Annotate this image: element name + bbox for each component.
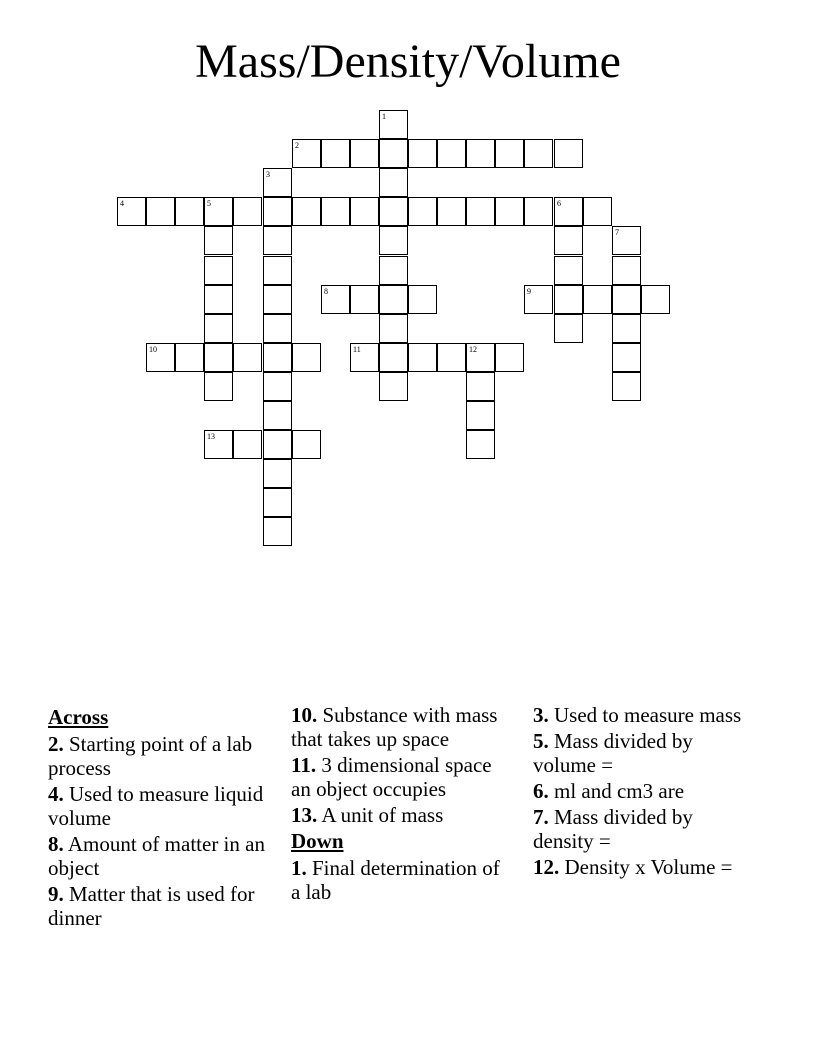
clue-text: Substance with mass that takes up space xyxy=(291,703,498,751)
grid-cell[interactable] xyxy=(554,139,583,168)
cell-number: 8 xyxy=(324,287,328,296)
cell-number: 12 xyxy=(469,345,477,354)
cell-number: 11 xyxy=(353,345,361,354)
grid-cell[interactable] xyxy=(263,401,292,430)
clue-text: Mass divided by volume = xyxy=(533,729,693,777)
clue-text: Used to measure mass xyxy=(554,703,742,727)
grid-cell[interactable] xyxy=(408,139,437,168)
grid-cell[interactable] xyxy=(379,139,408,168)
grid-cell[interactable] xyxy=(612,226,641,255)
grid-cell[interactable] xyxy=(263,372,292,401)
clue-down-1 xyxy=(291,856,513,904)
clue-across-13 xyxy=(291,803,513,827)
grid-cell[interactable] xyxy=(554,314,583,343)
clue-across-11 xyxy=(291,753,513,801)
grid-cell[interactable] xyxy=(554,256,583,285)
grid-cell[interactable] xyxy=(175,197,204,226)
grid-cell[interactable] xyxy=(292,197,321,226)
clues-column-2 xyxy=(291,703,513,906)
clue-number: 5. xyxy=(533,729,549,753)
grid-cell[interactable] xyxy=(583,285,612,314)
grid-cell[interactable] xyxy=(437,343,466,372)
grid-cell[interactable] xyxy=(146,197,175,226)
grid-cell[interactable] xyxy=(379,168,408,197)
grid-cell[interactable] xyxy=(350,343,379,372)
clue-across-2 xyxy=(48,732,270,780)
clue-number: 4. xyxy=(48,782,64,806)
puzzle-title: Mass/Density/Volume xyxy=(195,35,621,88)
grid-cell[interactable] xyxy=(524,139,553,168)
grid-cell[interactable] xyxy=(292,430,321,459)
grid-cell[interactable] xyxy=(379,110,408,139)
grid-cell[interactable] xyxy=(204,197,233,226)
grid-cell[interactable] xyxy=(524,197,553,226)
grid-cell[interactable] xyxy=(379,256,408,285)
grid-cell[interactable] xyxy=(408,285,437,314)
cell-number: 10 xyxy=(149,345,157,354)
grid-cell[interactable] xyxy=(612,314,641,343)
cell-number: 5 xyxy=(207,199,211,208)
grid-cell[interactable] xyxy=(321,285,350,314)
clue-number: 2. xyxy=(48,732,64,756)
grid-cell[interactable] xyxy=(612,285,641,314)
grid-cell[interactable] xyxy=(263,226,292,255)
grid-cell[interactable] xyxy=(379,197,408,226)
grid-cell[interactable] xyxy=(408,343,437,372)
cell-number: 1 xyxy=(382,112,386,121)
clue-across-10 xyxy=(291,703,513,751)
clue-number: 12. xyxy=(533,855,560,879)
grid-cell[interactable] xyxy=(292,343,321,372)
grid-cell[interactable] xyxy=(524,285,553,314)
grid-cell[interactable] xyxy=(263,168,292,197)
grid-cell[interactable] xyxy=(146,343,175,372)
grid-cell[interactable] xyxy=(612,343,641,372)
grid-cell[interactable] xyxy=(117,197,146,226)
grid-cell[interactable] xyxy=(263,488,292,517)
grid-cell[interactable] xyxy=(175,343,204,372)
grid-cell[interactable] xyxy=(204,430,233,459)
grid-cell[interactable] xyxy=(612,372,641,401)
grid-cell[interactable] xyxy=(263,314,292,343)
clue-text: ml and cm3 are xyxy=(554,779,685,803)
grid-cell[interactable] xyxy=(495,197,524,226)
grid-cell[interactable] xyxy=(263,343,292,372)
grid-cell[interactable] xyxy=(321,139,350,168)
grid-cell[interactable] xyxy=(379,314,408,343)
grid-cell[interactable] xyxy=(233,343,262,372)
clues-column-3 xyxy=(533,703,755,881)
grid-cell[interactable] xyxy=(263,459,292,488)
grid-cell[interactable] xyxy=(263,430,292,459)
cell-number: 7 xyxy=(615,228,619,237)
clue-number: 13. xyxy=(291,803,318,827)
grid-cell[interactable] xyxy=(204,372,233,401)
clue-text: Matter that is used for dinner xyxy=(48,882,255,930)
cell-number: 6 xyxy=(557,199,561,208)
clue-number: 9. xyxy=(48,882,64,906)
grid-cell[interactable] xyxy=(466,430,495,459)
clues-column-1 xyxy=(48,703,270,932)
grid-cell[interactable] xyxy=(583,197,612,226)
grid-cell[interactable] xyxy=(350,139,379,168)
clue-across-9 xyxy=(48,882,270,930)
grid-cell[interactable] xyxy=(495,343,524,372)
grid-cell[interactable] xyxy=(408,197,437,226)
grid-cell[interactable] xyxy=(379,343,408,372)
grid-cell[interactable] xyxy=(233,197,262,226)
grid-cell[interactable] xyxy=(263,517,292,546)
grid-cell[interactable] xyxy=(350,285,379,314)
clue-down-3 xyxy=(533,703,755,727)
cell-number: 9 xyxy=(527,287,531,296)
cell-number: 2 xyxy=(295,141,299,150)
clue-number: 11. xyxy=(291,753,317,777)
clue-across-4 xyxy=(48,782,270,830)
grid-cell[interactable] xyxy=(554,285,583,314)
grid-cell[interactable] xyxy=(263,285,292,314)
clue-down-12 xyxy=(533,855,755,879)
clue-number: 1. xyxy=(291,856,307,880)
grid-cell[interactable] xyxy=(466,139,495,168)
grid-cell[interactable] xyxy=(612,256,641,285)
clue-number: 6. xyxy=(533,779,549,803)
grid-cell[interactable] xyxy=(321,197,350,226)
clue-text: Starting point of a lab process xyxy=(48,732,253,780)
clue-text: A unit of mass xyxy=(321,803,444,827)
grid-cell[interactable] xyxy=(437,139,466,168)
clue-down-5 xyxy=(533,729,755,777)
cell-number: 3 xyxy=(266,170,270,179)
grid-cell[interactable] xyxy=(204,314,233,343)
grid-cell[interactable] xyxy=(263,256,292,285)
grid-cell[interactable] xyxy=(466,401,495,430)
clue-number: 10. xyxy=(291,703,318,727)
grid-cell[interactable] xyxy=(204,343,233,372)
clue-down-6 xyxy=(533,779,755,803)
grid-cell[interactable] xyxy=(350,197,379,226)
clue-text: Used to measure liquid volume xyxy=(48,782,264,830)
down-heading: Down xyxy=(291,829,344,853)
clue-down-7 xyxy=(533,805,755,853)
grid-cell[interactable] xyxy=(641,285,670,314)
clue-number: 7. xyxy=(533,805,549,829)
grid-cell[interactable] xyxy=(437,197,466,226)
grid-cell[interactable] xyxy=(379,226,408,255)
grid-cell[interactable] xyxy=(204,226,233,255)
clue-number: 3. xyxy=(533,703,549,727)
clue-text: Density x Volume = xyxy=(564,855,733,879)
clue-text: Amount of matter in an object xyxy=(48,832,265,880)
grid-cell[interactable] xyxy=(466,343,495,372)
grid-cell[interactable] xyxy=(495,139,524,168)
grid-cell[interactable] xyxy=(379,372,408,401)
grid-cell[interactable] xyxy=(292,139,321,168)
clue-text: Mass divided by density = xyxy=(533,805,693,853)
grid-cell[interactable] xyxy=(204,256,233,285)
grid-cell[interactable] xyxy=(554,226,583,255)
grid-cell[interactable] xyxy=(263,197,292,226)
across-heading: Across xyxy=(48,705,109,729)
cell-number: 4 xyxy=(120,199,124,208)
grid-cell[interactable] xyxy=(466,197,495,226)
clue-text: Final determination of a lab xyxy=(291,856,500,904)
grid-cell[interactable] xyxy=(204,285,233,314)
grid-cell[interactable] xyxy=(554,197,583,226)
grid-cell[interactable] xyxy=(379,285,408,314)
clue-text: 3 dimensional space an object occupies xyxy=(291,753,492,801)
grid-cell[interactable] xyxy=(466,372,495,401)
clue-across-8 xyxy=(48,832,270,880)
clue-number: 8. xyxy=(48,832,64,856)
grid-cell[interactable] xyxy=(233,430,262,459)
cell-number: 13 xyxy=(207,432,215,441)
